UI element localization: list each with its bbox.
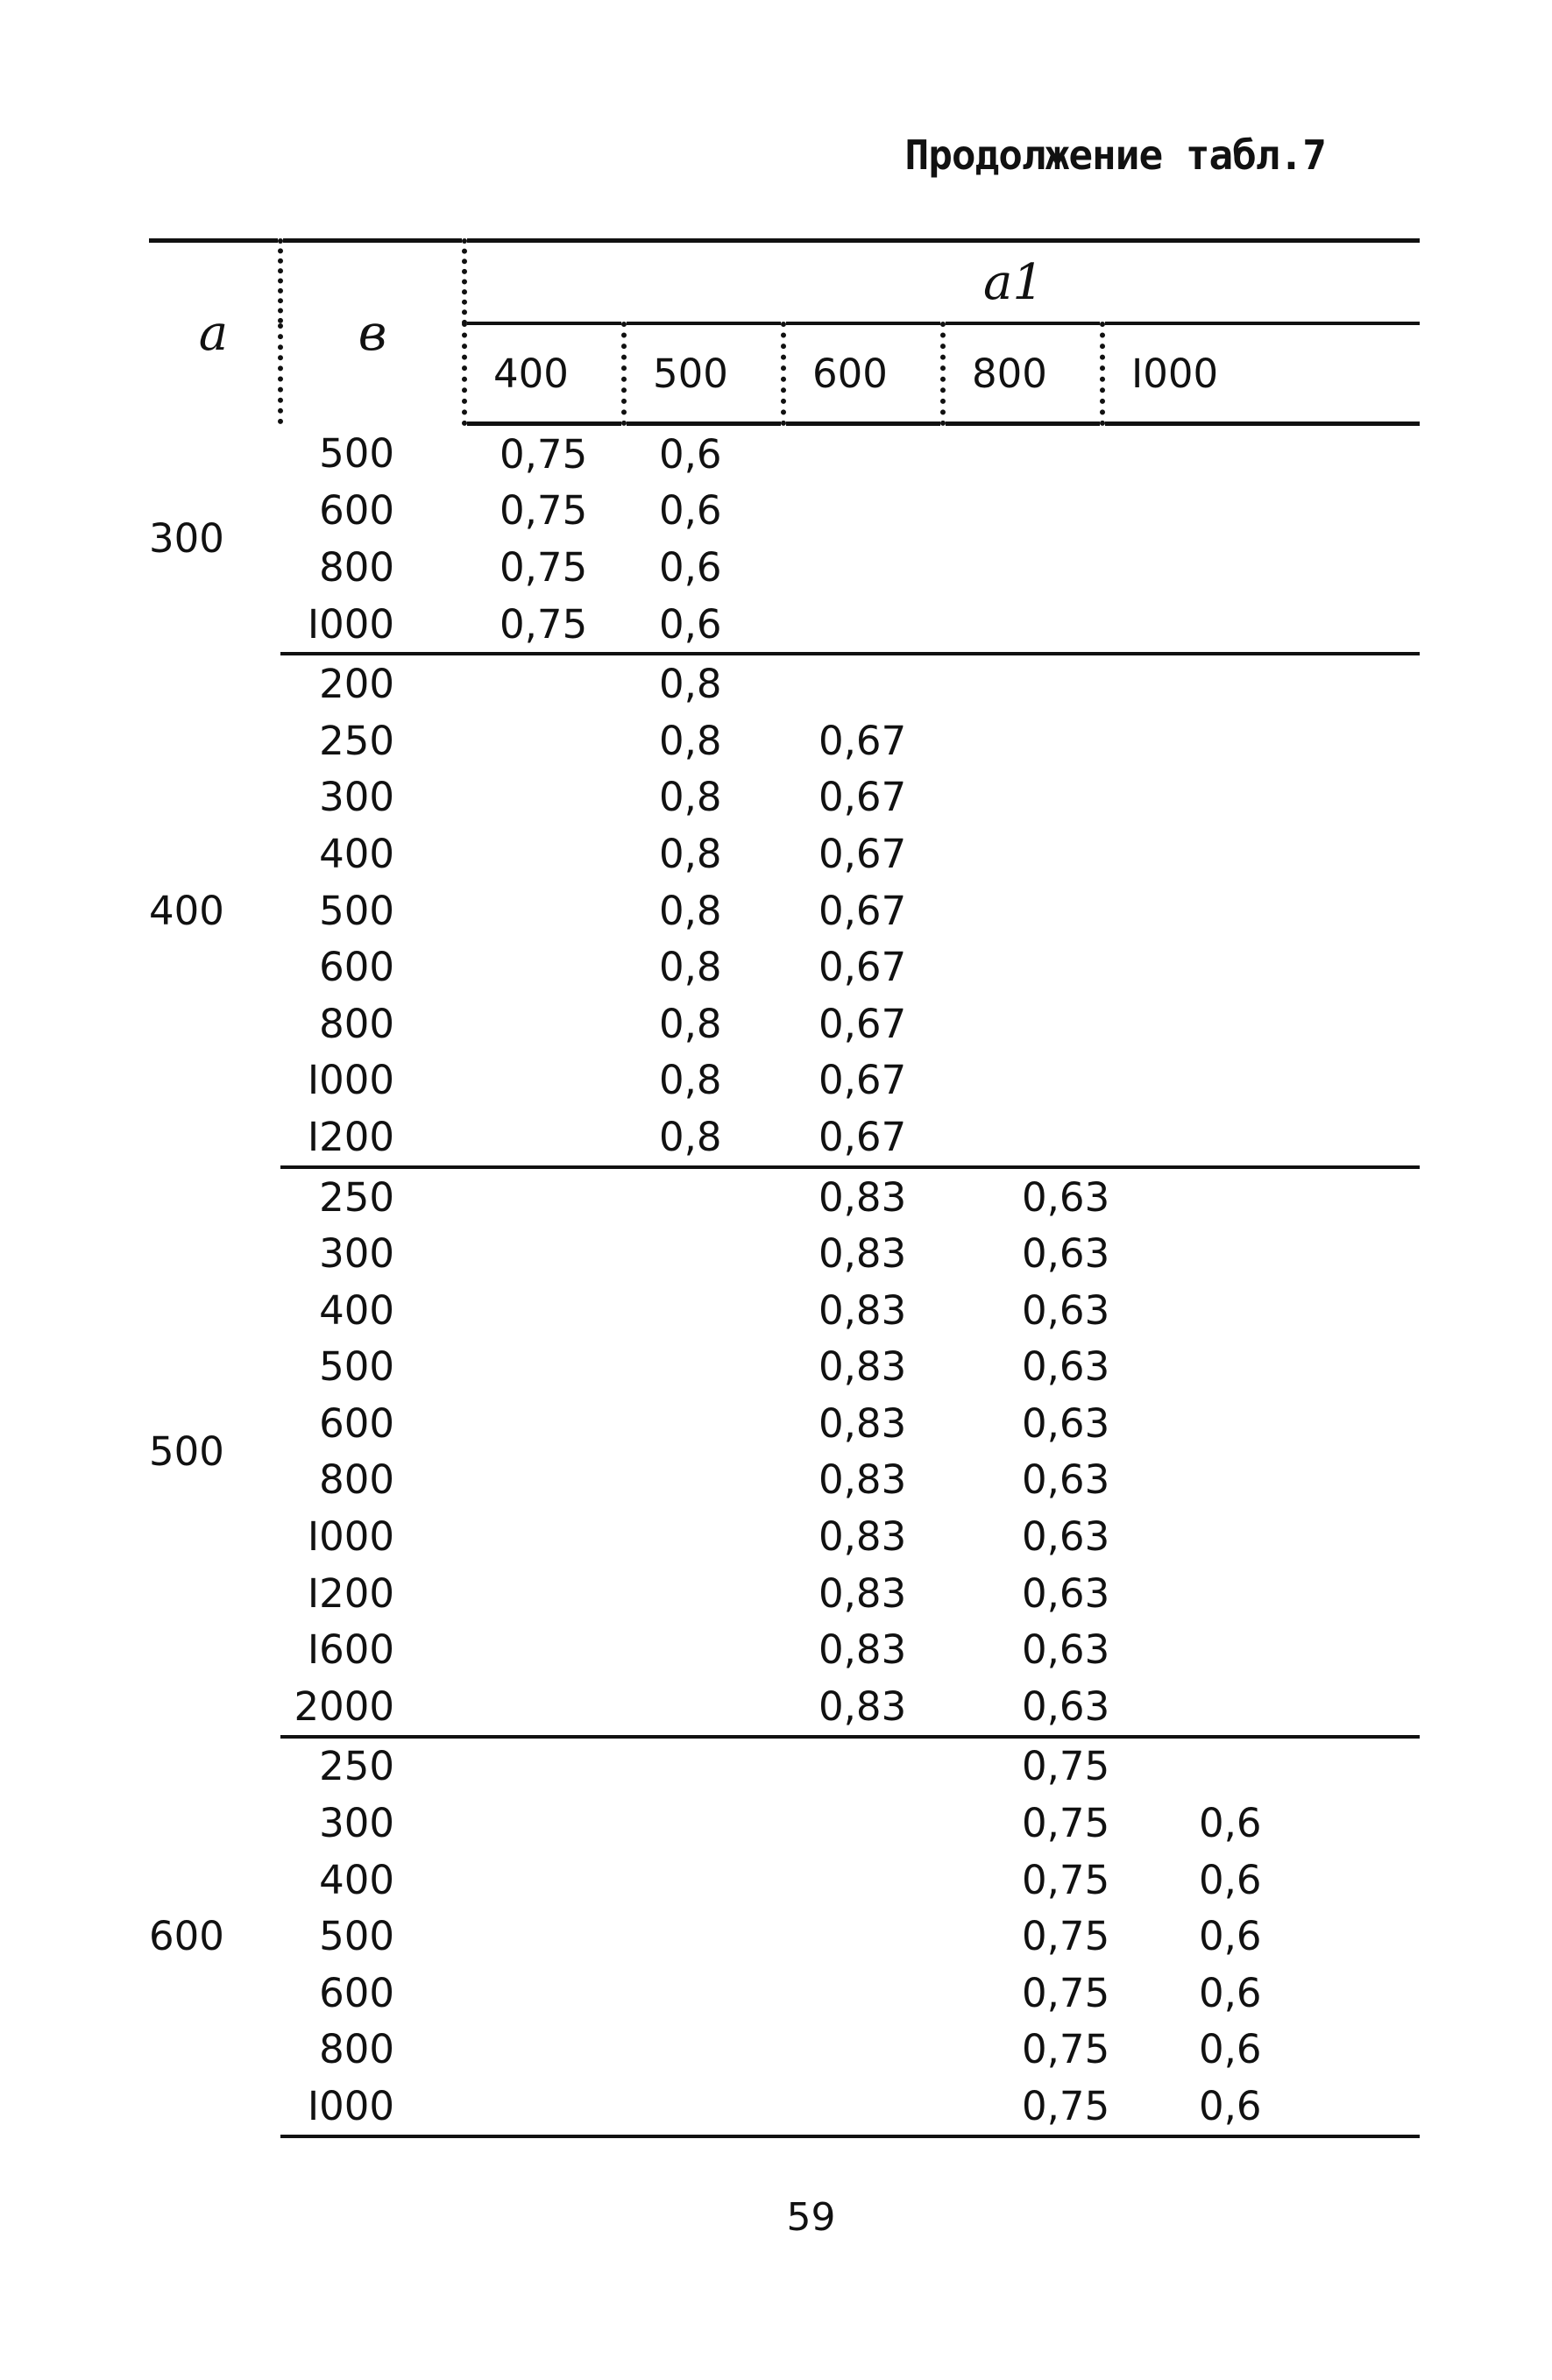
coefficient-cell	[464, 1282, 624, 1339]
coefficient-cell	[464, 995, 624, 1052]
coefficient-cell	[464, 2022, 624, 2079]
coefficient-cell	[464, 939, 624, 995]
group-a-value: 400	[149, 887, 224, 934]
coefficient-cell: 0,63	[1022, 1399, 1110, 1447]
coefficient-cell	[943, 424, 1102, 483]
coefficient-cell: 0,6	[1199, 1800, 1262, 1847]
coefficient-cell	[1102, 939, 1420, 995]
table-row	[149, 939, 1420, 995]
coefficient-cell	[1102, 712, 1420, 769]
row-b-value: 250	[319, 1173, 394, 1221]
coefficient-cell: 0,6	[659, 543, 722, 591]
row-b-value: 800	[319, 543, 394, 591]
coefficient-cell: 0,6	[1102, 2078, 1420, 2136]
coefficient-cell: 0,8	[659, 944, 722, 991]
coefficient-cell	[943, 769, 1102, 826]
coefficient-cell	[943, 1052, 1102, 1109]
coefficient-cell: 0,63	[1022, 1286, 1110, 1334]
coefficient-cell	[783, 539, 943, 596]
coefficient-cell	[943, 825, 1102, 882]
coefficient-cell	[1102, 1282, 1420, 1339]
coefficient-cell	[1102, 1052, 1420, 1109]
coefficient-cell	[464, 1395, 624, 1452]
coefficient-cell	[624, 1452, 783, 1509]
row-b-value: 300	[319, 774, 394, 821]
coefficient-cell	[1102, 1565, 1420, 1622]
coefficient-cell	[464, 1109, 624, 1167]
table-caption: Продолжение табл.7	[904, 131, 1326, 179]
coefficient-cell: 0,75	[464, 596, 624, 655]
coefficient-cell	[1102, 1737, 1420, 1796]
coefficient-cell	[624, 2078, 783, 2136]
header-a1-1000: I000	[1102, 323, 1420, 424]
coefficient-cell	[464, 1167, 624, 1226]
coefficient-cell	[943, 712, 1102, 769]
table-row	[149, 1452, 1420, 1509]
coefficient-cell: 0,8	[659, 1057, 722, 1104]
coefficient-cell	[464, 1852, 624, 1909]
table-row	[149, 1282, 1420, 1339]
header-a1-500: 500	[624, 323, 783, 424]
table-row	[149, 995, 1420, 1052]
coefficient-cell	[1102, 539, 1420, 596]
coefficient-cell	[464, 769, 624, 826]
coefficient-cell	[624, 1852, 783, 1909]
coefficient-cell	[783, 1908, 943, 1965]
coefficient-cell: 0,83	[819, 1513, 907, 1561]
coefficient-cell	[624, 1565, 783, 1622]
coefficient-cell: 0,67	[819, 887, 907, 934]
row-b-value: 500	[319, 429, 394, 477]
coefficient-cell	[783, 1795, 943, 1852]
coefficient-cell	[1102, 1167, 1420, 1226]
row-b-value: 600	[319, 1399, 394, 1447]
coefficient-cell	[783, 2022, 943, 2079]
header-a: a	[149, 241, 280, 424]
coefficient-cell: 0,67	[819, 830, 907, 877]
row-b-value: I000	[280, 596, 464, 655]
table-row	[149, 424, 1420, 483]
coefficient-cell: 0,63	[1022, 1230, 1110, 1278]
coefficient-cell	[624, 1621, 783, 1678]
coefficient-cell: 0,67	[819, 774, 907, 821]
coefficient-cell	[1102, 424, 1420, 483]
coefficient-cell	[464, 1565, 624, 1622]
coefficient-cell	[464, 1678, 624, 1737]
group-a-value: 300	[149, 515, 224, 563]
table-row	[149, 1965, 1420, 2022]
coefficient-cell: 0,83	[819, 1399, 907, 1447]
coefficient-cell: 0,75	[1022, 1800, 1110, 1847]
coefficient-cell: 0,83	[819, 1343, 907, 1391]
coefficient-cell: 0,6	[659, 487, 722, 535]
coefficient-cell	[624, 1225, 783, 1282]
coefficient-cell	[624, 2022, 783, 2079]
coefficient-cell: 0,75	[500, 487, 588, 535]
table-row	[149, 1052, 1420, 1109]
coefficient-cell	[464, 1621, 624, 1678]
coefficient-cell: 0,83	[819, 1569, 907, 1617]
row-b-value: 800	[319, 1000, 394, 1047]
coefficient-cell	[464, 1339, 624, 1396]
table-row	[149, 882, 1420, 939]
group-a-value: 600	[149, 1913, 224, 1960]
row-b-value: 300	[319, 1800, 394, 1847]
coefficient-cell: 0,63	[1022, 1343, 1110, 1391]
coefficient-cell	[1102, 1678, 1420, 1737]
coefficient-cell	[624, 1965, 783, 2022]
row-b-value: 600	[319, 487, 394, 535]
row-b-value: 300	[319, 1230, 394, 1278]
coefficient-cell	[783, 424, 943, 483]
coefficient-cell: 0,63	[1022, 1569, 1110, 1617]
coefficient-cell: 0,67	[819, 1057, 907, 1104]
coefficient-cell	[624, 1508, 783, 1565]
coefficient-cell	[1102, 1395, 1420, 1452]
row-b-value: 400	[319, 1856, 394, 1903]
coefficient-cell	[464, 1452, 624, 1509]
coefficient-cell	[464, 2078, 624, 2136]
coefficient-cell	[624, 1795, 783, 1852]
coefficient-cell	[1102, 1621, 1420, 1678]
row-b-value: 500	[319, 1343, 394, 1391]
coefficient-cell	[1102, 1508, 1420, 1565]
coefficient-cell: 0,83	[819, 1456, 907, 1504]
coefficient-cell: 0,83	[783, 1678, 943, 1737]
coefficient-cell: 0,6	[624, 596, 783, 655]
table-row	[149, 2078, 1420, 2136]
coefficient-cell	[943, 483, 1102, 540]
coefficient-cell: 0,6	[1199, 2026, 1262, 2073]
coefficient-cell: 0,8	[659, 717, 722, 764]
group-a-value: 500	[149, 1428, 224, 1476]
coefficient-cell	[624, 1282, 783, 1339]
table-row	[149, 825, 1420, 882]
coefficient-cell	[943, 1109, 1102, 1167]
coefficient-cell	[1102, 483, 1420, 540]
coefficient-cell	[1102, 654, 1420, 712]
coefficient-cell: 0,8	[659, 1000, 722, 1047]
row-b-value: I200	[280, 1109, 464, 1167]
coefficient-cell	[1102, 1339, 1420, 1396]
row-b-value: 800	[319, 1456, 394, 1504]
coefficient-cell	[783, 1852, 943, 1909]
header-a1-600: 600	[783, 323, 943, 424]
table-body	[149, 424, 1420, 2136]
table-row	[149, 1852, 1420, 1909]
coefficient-cell	[783, 1965, 943, 2022]
coefficient-cell	[464, 1225, 624, 1282]
table-row	[149, 1795, 1420, 1852]
coefficient-cell	[783, 2078, 943, 2136]
coefficient-cell: 0,75	[500, 430, 588, 478]
coefficient-cell: 0,67	[819, 944, 907, 991]
coefficient-cell: 0,83	[819, 1626, 907, 1674]
coefficient-cell	[943, 539, 1102, 596]
coefficient-cell	[464, 1908, 624, 1965]
coefficient-cell: 0,8	[659, 830, 722, 877]
coefficient-cell: 0,75	[1022, 1913, 1110, 1960]
coefficient-cell: 0,75	[500, 543, 588, 591]
row-b-value: 500	[319, 887, 394, 934]
coefficient-cell	[464, 825, 624, 882]
row-b-value: 200	[319, 661, 394, 708]
coefficient-cell: 0,83	[819, 1286, 907, 1334]
coefficient-cell: 0,8	[659, 774, 722, 821]
coefficient-cell: 0,8	[624, 1109, 783, 1167]
coefficient-cell	[943, 654, 1102, 712]
table-row	[149, 1737, 1420, 1796]
coefficient-cell: 0,75	[1022, 2026, 1110, 2073]
row-b-value: 600	[319, 1969, 394, 2016]
coefficient-cell: 0,6	[1199, 1969, 1262, 2016]
coefficient-cell	[943, 596, 1102, 655]
page-number: 59	[786, 2195, 836, 2240]
table-row	[149, 1225, 1420, 1282]
row-b-value: I000	[280, 2078, 464, 2136]
coefficient-cell	[624, 1678, 783, 1737]
row-b-value: I000	[307, 1057, 394, 1104]
table-row	[149, 483, 1420, 540]
header-b: в	[280, 241, 464, 424]
table-row	[149, 596, 1420, 655]
coefficient-cell: 0,8	[659, 661, 722, 708]
coefficient-cell: 0,67	[819, 717, 907, 764]
row-b-value: 500	[319, 1913, 394, 1960]
coefficient-cell	[1102, 1225, 1420, 1282]
coefficient-cell: 0,63	[1022, 1513, 1110, 1561]
table-row	[149, 1339, 1420, 1396]
header-a1-400: 400	[464, 323, 624, 424]
table-row	[149, 1395, 1420, 1452]
coefficient-cell	[624, 1737, 783, 1796]
coefficient-cell: 0,83	[819, 1230, 907, 1278]
coefficient-cell: 0,63	[943, 1678, 1102, 1737]
coefficient-cell	[464, 882, 624, 939]
header-a1-800: 800	[943, 323, 1102, 424]
coefficient-cell: 0,8	[659, 887, 722, 934]
coefficient-cell	[1102, 882, 1420, 939]
table-row	[149, 1508, 1420, 1565]
coefficient-cell	[624, 1339, 783, 1396]
coefficient-cell: 0,67	[783, 1109, 943, 1167]
table-row	[149, 539, 1420, 596]
coefficient-cell: 0,6	[659, 430, 722, 478]
coefficient-cell: 0,67	[819, 1000, 907, 1047]
coefficient-cell: 0,75	[1022, 1856, 1110, 1903]
table-row	[149, 1565, 1420, 1622]
coefficient-cell: 0,63	[1022, 1456, 1110, 1504]
row-b-value: 400	[319, 830, 394, 877]
coefficient-cell	[464, 654, 624, 712]
table-row	[149, 2022, 1420, 2079]
coefficient-cell	[464, 1795, 624, 1852]
coefficient-cell	[624, 1908, 783, 1965]
table-row	[149, 769, 1420, 826]
coefficient-cell	[1102, 596, 1420, 655]
coefficient-cell	[464, 1965, 624, 2022]
row-b-value: 250	[319, 717, 394, 764]
table-header	[149, 241, 1420, 424]
table-row	[149, 712, 1420, 769]
row-b-value: I200	[307, 1569, 394, 1617]
coefficient-cell	[1102, 825, 1420, 882]
data-table-container	[149, 238, 1420, 2138]
coefficient-cell: 0,75	[943, 2078, 1102, 2136]
table-row	[149, 1678, 1420, 1737]
coefficient-cell	[464, 1508, 624, 1565]
header-a1	[464, 241, 1420, 324]
coefficient-cell	[1102, 1452, 1420, 1509]
coefficient-cell	[943, 882, 1102, 939]
row-b-value: I600	[307, 1626, 394, 1674]
coefficient-cell	[783, 483, 943, 540]
row-b-value: 800	[319, 2026, 394, 2073]
row-b-value: 250	[319, 1743, 394, 1790]
row-b-value: 400	[319, 1286, 394, 1334]
coefficient-cell	[464, 712, 624, 769]
table-row	[149, 654, 1420, 712]
coefficient-cell: 0,6	[1199, 1913, 1262, 1960]
coefficient-cell	[1102, 1109, 1420, 1167]
coefficient-cell	[783, 1737, 943, 1796]
coefficient-cell	[464, 1737, 624, 1796]
coefficient-cell	[943, 939, 1102, 995]
coefficient-table	[149, 238, 1420, 2138]
coefficient-cell	[1102, 995, 1420, 1052]
coefficient-cell	[943, 995, 1102, 1052]
coefficient-cell	[783, 596, 943, 655]
table-row	[149, 1109, 1420, 1167]
header-a1-label: a1	[983, 253, 1045, 311]
coefficient-cell	[624, 1167, 783, 1226]
coefficient-cell: 0,63	[1022, 1173, 1110, 1221]
coefficient-cell	[1102, 769, 1420, 826]
row-b-value: 2000	[280, 1678, 464, 1737]
row-b-value: I000	[307, 1513, 394, 1561]
coefficient-cell: 0,75	[1022, 1969, 1110, 2016]
coefficient-cell	[783, 654, 943, 712]
coefficient-cell: 0,63	[1022, 1626, 1110, 1674]
row-b-value: 600	[319, 944, 394, 991]
coefficient-cell	[464, 1052, 624, 1109]
coefficient-cell: 0,83	[819, 1173, 907, 1221]
coefficient-cell: 0,6	[1199, 1856, 1262, 1903]
table-row	[149, 1908, 1420, 1965]
coefficient-cell: 0,75	[1022, 1743, 1110, 1790]
table-row	[149, 1621, 1420, 1678]
coefficient-cell	[624, 1395, 783, 1452]
table-row	[149, 1167, 1420, 1226]
